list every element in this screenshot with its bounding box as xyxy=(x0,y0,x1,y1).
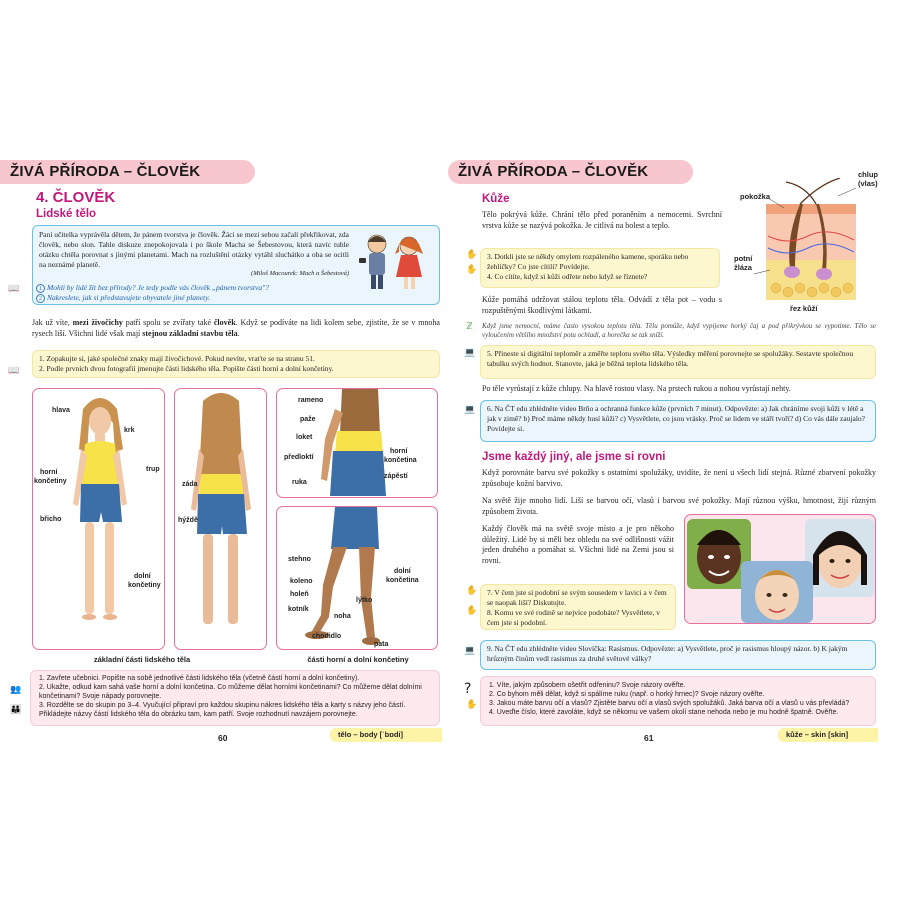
label-trup: trup xyxy=(146,466,160,473)
children-photos xyxy=(684,514,876,624)
section-banner: ŽIVÁ PŘÍRODA – ČLOVĚK xyxy=(0,160,255,184)
computer-icon-2: 💻 xyxy=(464,405,476,415)
skin-label-rez: řez kůží xyxy=(790,304,818,313)
section-banner-right: ŽIVÁ PŘÍRODA – ČLOVĚK xyxy=(448,160,693,184)
skin-paragraph-1: Tělo pokrývá kůže. Chrání tělo před poraněním a nemocemi. Svrchní vrstva kůže se nazývá pokožka. Je citlivá na bolest a teplo. xyxy=(482,210,722,230)
label-zada: záda xyxy=(182,481,198,488)
question-7: 7. V čem jste si podobní se svým sousedem v lavici a v čem se naopak liší? Diskutujte. xyxy=(487,588,667,607)
subtitle-lidske-telo: Lidské tělo xyxy=(36,208,97,220)
label-rameno: rameno xyxy=(298,397,324,404)
question-8: 8. Komu ve své rodině se nejvíce podobáte? Vysvětlete, v čem jste si podobní. xyxy=(487,607,660,627)
label-dolni: dolní xyxy=(134,573,151,580)
similarity-questions-box xyxy=(480,584,676,630)
label-loket: loket xyxy=(296,434,313,441)
bottom-task-1: 1. Zavřete učebnici. Popište na sobě jednotlivé části lidského těla (včetně částí horní a dolní končetiny). xyxy=(39,675,360,682)
computer-icon: 💻 xyxy=(464,348,476,358)
label-bricho: břicho xyxy=(40,516,62,523)
computer-icon-3: 💻 xyxy=(464,646,476,656)
skin-label-pokozka: pokožka xyxy=(740,192,771,201)
group-icon: 👥 xyxy=(10,685,22,695)
team-icon: 👪 xyxy=(10,705,22,715)
label-dolni-koncetiny: končetiny xyxy=(128,582,161,589)
bottom-task-2: 2. Ukažte, odkud kam sahá vaše horní a dolní končetina. Co můžeme dělat horními končetinami? Co můžeme dělat dolními končetinami? Svoje nápady porovnejte. xyxy=(39,683,422,700)
label-noha: noha xyxy=(334,613,351,620)
equality-paragraph-2: Na světě žije mnoho lidí. Liší se barvou očí, vlasů i barvou své pokožky. Mají různou výšku, hmotnost, žijí různým způsobem života. xyxy=(482,496,876,516)
hand-icon-3: ✋ xyxy=(466,586,478,596)
caption-basic-parts: základní části lidského těla xyxy=(93,655,191,664)
skin-label-chlup: chlup xyxy=(858,170,878,179)
page-number-right: 61 xyxy=(644,733,654,743)
page-number: 60 xyxy=(218,733,228,743)
skin-label-potni: potní xyxy=(734,254,753,263)
bottom-task-r2: 2. Co byhom měli dělat, když si spálíme ruku (např. o horký hrnec)? Svoje názory ověřte. xyxy=(489,691,765,699)
label-holen: holeň xyxy=(290,591,309,598)
label-horni-koncetina-1: horní xyxy=(390,448,408,455)
intro-paragraph: Jak už víte, mezi živočichy patří spolu se zvířaty také člověk. Když se podíváte na lidi kolem sebe, zjistíte, že se v mnoha rysech liší. Všichni lidé však mají stejnou základní stavbu těla. xyxy=(32,318,440,338)
label-paze: paže xyxy=(300,416,316,423)
hand-icon-4: ✋ xyxy=(466,606,478,616)
page-60 xyxy=(8,150,442,755)
label-zapesti: zápěstí xyxy=(384,473,408,480)
skin-label-zlaza: žláza xyxy=(734,263,752,272)
label-kotnik: kotník xyxy=(288,606,309,613)
story-question-2: Nakreslete, jak si představujete obyvatele jiné planety. xyxy=(47,293,211,302)
story-source: (Miloš Macourek: Mach a Šebestová) xyxy=(251,269,349,277)
label-pata: pata xyxy=(374,641,389,648)
hair-paragraph: Po těle vyrůstají z kůže chlupy. Na hlavě rostou vlasy. Na prstech rukou a nohou vyrůstají nehty. xyxy=(482,384,791,393)
label-dolni-koncetina-2: končetina xyxy=(386,577,419,584)
story-questions xyxy=(36,283,336,303)
question-4: 4. Co cítíte, když si kůži odřete nebo když se říznete? xyxy=(487,271,648,281)
story-text: Paní učitelka vyprávěla dětem, že pánem tvorstva je člověk. Žáci se mezi sebou začali překřikovat, zda člověk, nebo slon. Tahle diskuze znepokojovala i po škole Macha se Šebestovou, která navíc tuhle otázku chtěla porovnat s jinými planetami. Mach na rozluštění otázky vytáhl sluchátko a oba se ocitli na neznámé planetě. xyxy=(39,230,349,269)
hand-icon-2: ✋ xyxy=(466,265,478,275)
video-task-box: 6. Na ČT edu zhlédněte video Brňo a ochranná funkce kůže (prvních 7 minut). Odpovězte: a) Jak chráníme svoji kůži v létě a jak v zimě? b) Proč máme někdy husí kůži? c) Vysvětlete, co jsou vrásky. Proč se lidem ve stáří tvoří? d) Co vás dále zaujalo? Povídejte si. xyxy=(480,400,876,442)
label-dolni-koncetina-1: dolní xyxy=(394,568,411,575)
bottom-task-r3: 3. Jakou máte barvu očí a vlasů? Zjistěte barvu očí a vlasů svých spolužáků. Jaká barva očí a vlasů u vás převládá? xyxy=(489,700,850,708)
label-horni: horní xyxy=(40,469,58,476)
story-question-1: Mohli by lidé žít bez přírody? Je tedy podle vás člověk „pánem tvorstva"? xyxy=(47,283,269,292)
label-predlokti: předloktí xyxy=(284,454,314,461)
label-krk: krk xyxy=(124,427,135,434)
label-hlava: hlava xyxy=(52,407,70,414)
label-koncetiny: končetiny xyxy=(34,478,67,485)
bottom-tasks-box-right xyxy=(480,676,876,726)
task-box xyxy=(32,350,440,378)
question-3: 3. Dotkli jste se někdy omylem rozpáleného kamene, sporáku nebo žehličky? Co jste cítili? Povídejte. xyxy=(487,252,689,271)
number-2-icon: 2 xyxy=(36,294,45,303)
skin-paragraph-2: Kůže pomáhá udržovat stálou teplotu těla. Odvádí z těla pot – vodu s rozpuštěnými škodlivými látkami. xyxy=(482,295,722,315)
label-stehno: stehno xyxy=(288,556,311,563)
vocabulary-box: tělo – body [ˈbɒdi] xyxy=(330,728,442,742)
bottom-task-r4: 4. Uveďte číslo, které zavoláte, když se někomu ve vašem okolí stane nehoda nebo je mu hodně špatně. Ověřte. xyxy=(489,709,839,717)
book-icon: 📖 xyxy=(8,284,20,294)
equality-paragraph-3: Každý člověk má na světě svoje místo a je pro někoho důležitý. Lidé by si měli bez ohledu na své odlišnosti vážit jeden druhého a pomáhat si. Všichni lidé na Zemi jsou si rovni. xyxy=(482,524,674,565)
info-icon: ℤ xyxy=(466,322,473,332)
bottom-task-r1: 1. Víte, jakým způsobem ošetřit odřeninu? Svoje názory ověřte. xyxy=(489,682,686,689)
thermometer-task-box: 5. Přineste si digitální teploměr a změřte teplotu svého těla. Výsledky měření porovnejte se spolužáky. Sestavte společnou tabulku svých hodnot. Stanovte, jaká je běžná teplota lidského těla. xyxy=(480,345,876,379)
racism-video-box: 9. Na ČT edu zhlédněte video Slovíčka: Rasismus. Odpovězte: a) Vysvětlete, proč je rasismus hloupý názor. b) K jakým hrůzným činům vedl rasismus za druhé světové války? xyxy=(480,640,876,670)
label-ruka: ruka xyxy=(292,479,307,486)
bottom-tasks-box xyxy=(30,670,440,726)
question-mark-icon: ? xyxy=(464,681,472,697)
chapter-title: 4. ČLOVĚK xyxy=(36,189,116,206)
children-faces xyxy=(685,515,876,624)
vocabulary-box-right: kůže – skin [skin] xyxy=(778,728,878,742)
bottom-task-3: 3. Rozdělte se do skupin po 3–4. Vyučující připraví pro každou skupinu nákres lidského těla a karty s názvy jeho částí. Přikládejte názvy částí lidského těla do obrázku tam, kam patří. Svoje rozhodnutí navzájem porovnejte. xyxy=(39,701,406,718)
skin-questions-box xyxy=(480,248,720,288)
page-61 xyxy=(458,150,878,755)
subtitle-equal: Jsme každý jiný, ale jsme si rovni xyxy=(482,451,666,463)
number-1-icon: 1 xyxy=(36,284,45,293)
subtitle-kuze: Kůže xyxy=(482,193,510,205)
label-horni-koncetina-2: končetina xyxy=(384,457,417,464)
hand-icon-5: ✋ xyxy=(466,700,478,710)
task-2: 2. Podle prvních dvou fotografií jmenujte části lidského těla. Popište části horní a dolní končetiny. xyxy=(39,363,334,373)
hand-icon: ✋ xyxy=(466,250,478,260)
label-koleno: koleno xyxy=(290,578,313,585)
equality-paragraph-1: Když porovnáte barvu své pokožky s ostatními spolužáky, uvidíte, že není u všech lidí stejná. Různé zbarvení pokožky způsobuje kožní barvivo. xyxy=(482,468,876,488)
book-icon-2: 📖 xyxy=(8,366,20,376)
label-chodidlo: chodidlo xyxy=(312,633,342,640)
label-lytko: lýtko xyxy=(356,597,373,604)
children-illustration xyxy=(353,230,431,292)
skin-label-vlas: (vlas) xyxy=(858,179,878,188)
label-hyzde: hýždě xyxy=(178,517,198,524)
caption-limb-parts: části horní a dolní končetiny xyxy=(307,655,409,664)
task-1: 1. Zopakujte si, jaké společné znaky mají živočichové. Pokud nevíte, vraťte se na stranu 51. xyxy=(39,354,315,363)
fever-note: Když jsme nemocní, máme často vysokou teplotu těla. Tělu pomůže, když vypijeme horký čaj a pod přikrývkou se vypotíme. Tělo se vyloučením většího množství potu ochladí, a horečka se tak sníží. xyxy=(482,322,876,340)
